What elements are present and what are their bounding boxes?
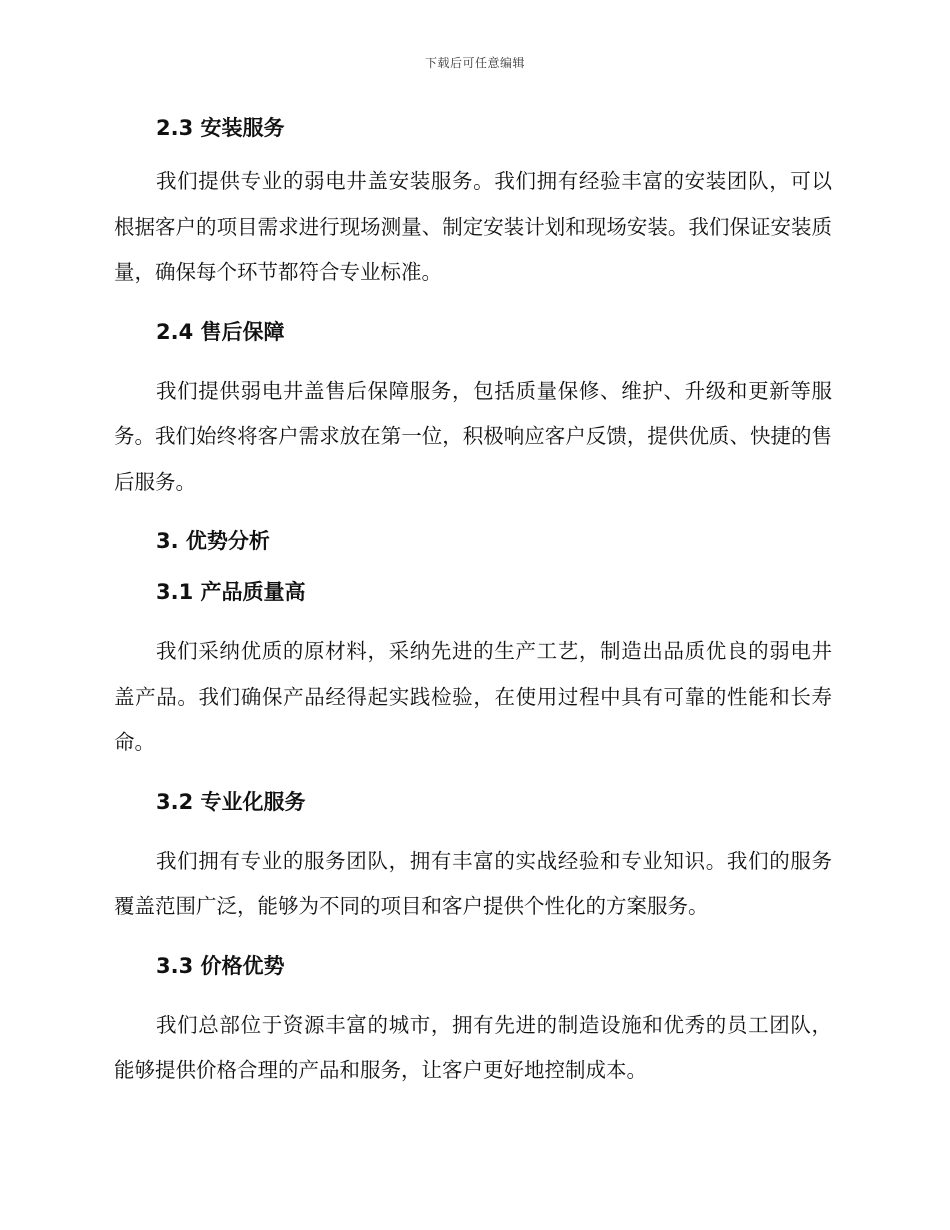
section-heading-2-4: 2.4 售后保障 <box>156 319 285 344</box>
section-paragraph-2-4: 我们提供弱电井盖售后保障服务，包括质量保修、维护、升级和更新等服务。我们始终将客户需求放在第一位，积极响应客户反馈，提供优质、快捷的售后服务。 <box>114 378 832 494</box>
page-header: 下载后可任意编辑 <box>424 56 525 70</box>
section-heading-3-3: 3.3 价格优势 <box>156 953 285 978</box>
section-paragraph-2-3: 我们提供专业的弱电井盖安装服务。我们拥有经验丰富的安装团队，可以根据客户的项目需求进行现场测量、制定安装计划和现场安装。我们保证安装质量，确保每个环节都符合专业标准。 <box>114 169 832 284</box>
document-body <box>114 108 832 1094</box>
section-heading-3-2: 3.2 专业化服务 <box>156 789 306 814</box>
section-paragraph-3-1: 我们采纳优质的原材料，采纳先进的生产工艺，制造出品质优良的弱电井盖产品。我们确保产品经得起实践检验，在使用过程中具有可靠的性能和长寿命。 <box>114 639 832 754</box>
section-heading-3: 3. 优势分析 <box>156 529 270 553</box>
section-heading-3-1: 3.1 产品质量高 <box>156 580 306 604</box>
section-heading-2-3: 2.3 安装服务 <box>156 116 285 140</box>
section-paragraph-3-2: 我们拥有专业的服务团队，拥有丰富的实战经验和专业知识。我们的服务覆盖范围广泛，能够为不同的项目和客户提供个性化的方案服务。 <box>114 848 832 918</box>
section-paragraph-3-3: 我们总部位于资源丰富的城市，拥有先进的制造设施和优秀的员工团队，能够提供价格合理的产品和服务，让客户更好地控制成本。 <box>114 1012 832 1082</box>
